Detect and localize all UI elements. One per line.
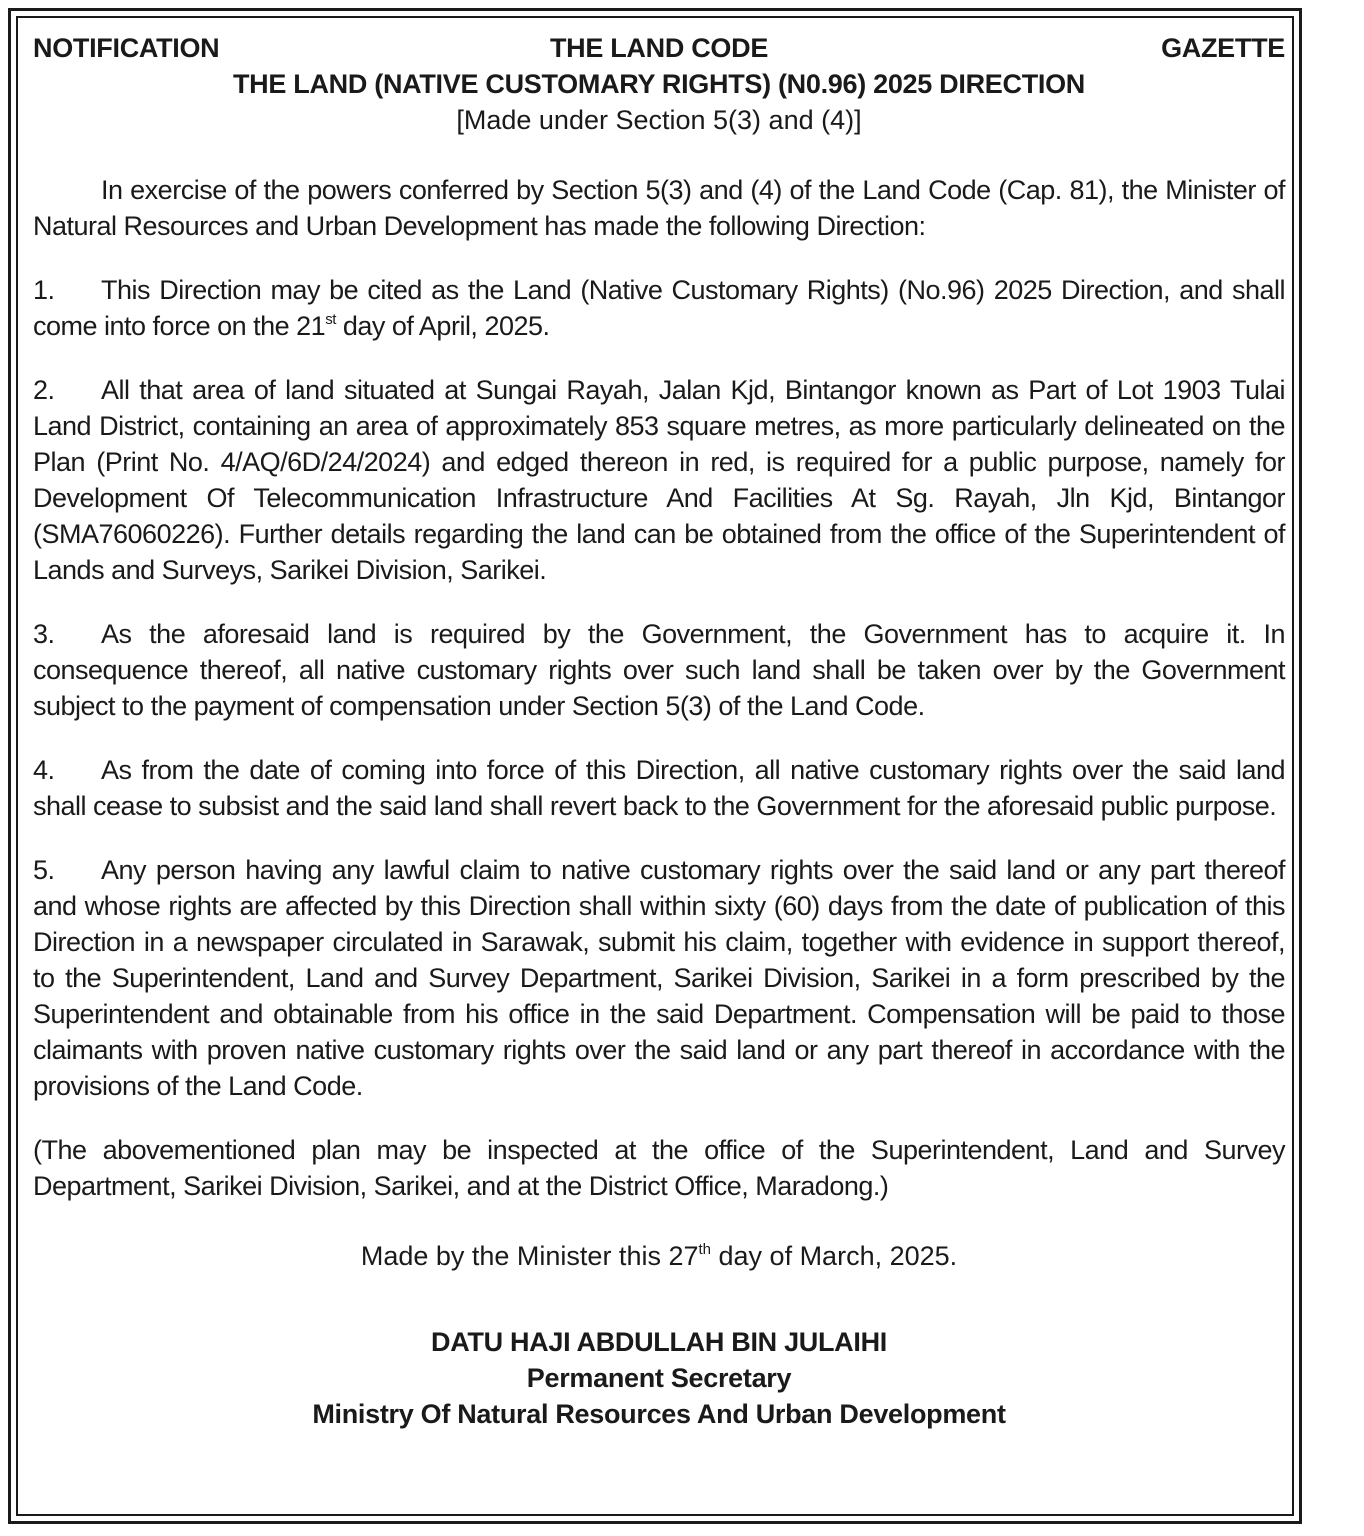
paragraph-1 <box>33 272 1285 344</box>
paragraph-text: All that area of land situated at Sungai Rayah, Jalan Kjd, Bintangor known as Part of Lot 1903 Tulai Land District, containing an area of approximately 853 square metres, as more particularly delineated on the Plan (Print No. 4/AQ/6D/24/2024) and edged thereon in red, is required for a public purpose, namely for Development Of Telecommunication Infrastructure And Facilities At Sg. Rayah, Jln Kjd, Bintangor (SMA76060226). Further details regarding the land can be obtained from the office of the Superintendent of Lands and Surveys, Sarikei Division, Sarikei. <box>33 375 1285 585</box>
made-by-text-end: day of March, 2025. <box>711 1241 958 1271</box>
intro-paragraph: In exercise of the powers conferred by Section 5(3) and (4) of the Land Code (Cap. 81), the Minister of Natural Resources and Urban Development has made the following Direction: <box>33 175 1285 241</box>
ordinal-suffix: st <box>325 311 336 328</box>
subtitle: [Made under Section 5(3) and (4)] <box>456 105 862 135</box>
paragraph-3 <box>33 616 1285 724</box>
plan-inspection-note: (The abovementioned plan may be inspected at the office of the Superintendent, Land and Survey Department, Sarikei Division, Sarikei, and at the District Office, Maradong.) <box>33 1135 1285 1201</box>
made-by-text: Made by the Minister this 27 <box>360 1241 699 1271</box>
paragraph-2 <box>33 372 1285 588</box>
paragraph-number: 3. <box>33 619 55 649</box>
title-direction: THE LAND (NATIVE CUSTOMARY RIGHTS) (N0.96) 2025 DIRECTION <box>232 69 1085 99</box>
paragraph-text: This Direction may be cited as the Land (Native Customary Rights) (No.96) 2025 Direction, and shall come into force on the 21 <box>33 275 1285 341</box>
paragraph-number: 1. <box>33 275 55 305</box>
notice-body <box>33 30 1285 1432</box>
paragraph-number: 5. <box>33 855 55 885</box>
paragraph-text: Any person having any lawful claim to native customary rights over the said land or any part thereof and whose rights are affected by this Direction shall within sixty (60) days from the date of publication of this Direction in a newspaper circulated in Sarawak, submit his claim, together with evidence in support thereof, to the Superintendent, Land and Survey Department, Sarikei Division, Sarikei in a form prescribed by the Superintendent and obtainable from his office in the said Department. Compensation will be paid to those claimants with proven native customary rights over the said land or any part thereof in accordance with the provisions of the Land Code. <box>33 855 1285 1101</box>
gazette-label: GAZETTE <box>1161 33 1285 63</box>
paragraph-text: As from the date of coming into force of this Direction, all native customary rights over the said land shall cease to subsist and the said land shall revert back to the Government for the aforesaid public purpose. <box>33 755 1285 821</box>
made-by-line <box>33 1238 1285 1274</box>
ordinal-suffix: th <box>698 1241 712 1258</box>
title-land-code: THE LAND CODE <box>549 33 769 63</box>
signatory-name: DATU HAJI ABDULLAH BIN JULAIHI <box>431 1327 887 1357</box>
paragraph-5 <box>33 852 1285 1104</box>
paragraph-number: 4. <box>33 755 55 785</box>
paragraph-text: As the aforesaid land is required by the Government, the Government has to acquire it. In consequence thereof, all native customary rights over such land shall be taken over by the Government subject to the payment of compensation under Section 5(3) of the Land Code. <box>33 619 1285 721</box>
signatory-ministry: Ministry Of Natural Resources And Urban Development <box>312 1399 1006 1429</box>
notification-label: NOTIFICATION <box>33 33 220 63</box>
paragraph-number: 2. <box>33 375 55 405</box>
paragraph-text-end: day of April, 2025. <box>335 311 550 341</box>
signatory-position: Permanent Secretary <box>526 1363 792 1393</box>
paragraph-4 <box>33 752 1285 824</box>
